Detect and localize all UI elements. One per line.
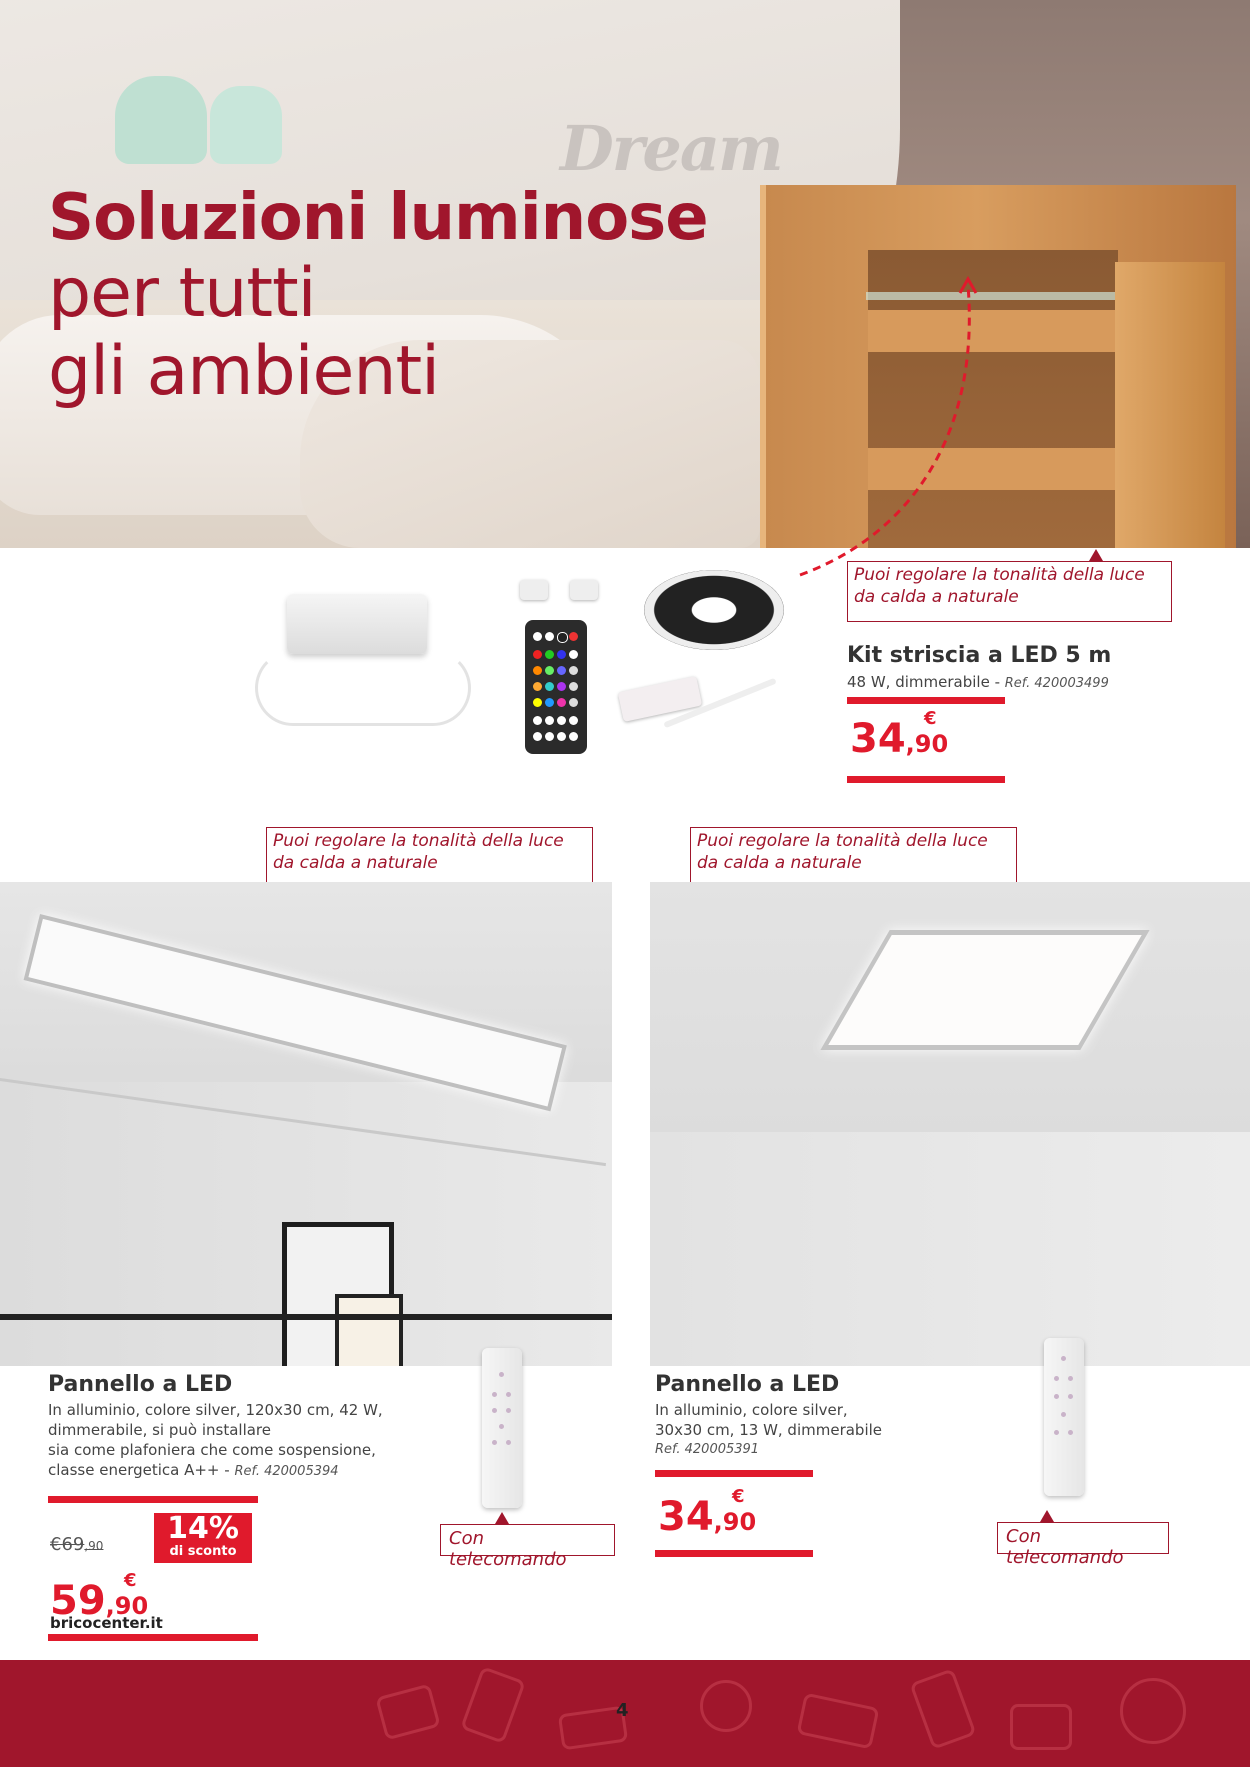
callout-line: da calda a naturale bbox=[273, 853, 438, 873]
desc-line: dimmerabile, si può installare bbox=[48, 1421, 272, 1439]
room-wall bbox=[650, 1132, 1250, 1366]
tool-pattern-icon bbox=[796, 1693, 879, 1750]
tool-pattern-icon bbox=[1120, 1678, 1186, 1744]
callout-line: da calda a naturale bbox=[854, 587, 1019, 607]
price-rule bbox=[655, 1550, 813, 1557]
panel-right-name: Pannello a LED bbox=[655, 1372, 840, 1397]
desc-line: In alluminio, colore silver, bbox=[655, 1401, 848, 1419]
kit-callout bbox=[847, 561, 1172, 622]
power-cable bbox=[255, 650, 471, 726]
title-line: per tutti bbox=[48, 254, 316, 333]
panel-left-description bbox=[48, 1400, 408, 1482]
callout-line: Puoi regolare la tonalità della luce bbox=[854, 565, 1145, 585]
desc-line: classe energetica A++ - bbox=[48, 1461, 235, 1479]
callout-line: da calda a naturale bbox=[697, 853, 862, 873]
price-rule bbox=[48, 1634, 258, 1641]
panel-right-callout bbox=[690, 827, 1017, 883]
panel-right-ref: Ref. 420005391 bbox=[655, 1442, 760, 1457]
callout-pointer bbox=[495, 1512, 509, 1524]
price-integer: 34 bbox=[658, 1494, 714, 1540]
led-strip-reel bbox=[644, 570, 784, 650]
kit-price bbox=[850, 708, 949, 762]
kit-description bbox=[847, 672, 1109, 694]
price-rule bbox=[847, 697, 1005, 704]
callout-pointer bbox=[1089, 549, 1103, 561]
dream-decor-word: Dream bbox=[560, 112, 782, 185]
discount-label: di sconto bbox=[169, 1544, 237, 1559]
panel-right-price bbox=[658, 1486, 757, 1540]
remote-label-box: Con telecomando bbox=[440, 1524, 615, 1556]
tool-pattern-icon bbox=[375, 1684, 440, 1741]
price-decimals: ,90 bbox=[105, 1592, 149, 1620]
led-transformer bbox=[287, 594, 427, 654]
currency-symbol: € bbox=[732, 1486, 745, 1507]
kit-desc-text: 48 W, dimmerabile - bbox=[847, 673, 1005, 691]
currency-symbol: € bbox=[924, 708, 937, 729]
old-price-integer: €69 bbox=[50, 1534, 85, 1555]
vase bbox=[210, 86, 282, 164]
page-title bbox=[48, 181, 708, 411]
kit-ref: Ref. 420003499 bbox=[1004, 676, 1109, 691]
panel-right-photo bbox=[650, 882, 1250, 1366]
discount-badge bbox=[154, 1513, 252, 1563]
led-panel-square bbox=[820, 930, 1149, 1050]
panel-left-ref: Ref. 420005394 bbox=[234, 1464, 339, 1479]
callout-line: Puoi regolare la tonalità della luce bbox=[697, 831, 988, 851]
price-rule bbox=[655, 1470, 813, 1477]
panel-left-name: Pannello a LED bbox=[48, 1372, 233, 1397]
desc-line: sia come plafoniera che come sospensione, bbox=[48, 1441, 376, 1459]
price-integer: 59 bbox=[50, 1578, 106, 1624]
tool-pattern-icon bbox=[1010, 1704, 1072, 1750]
footer-site: bricocenter.it bbox=[50, 1614, 163, 1632]
price-decimals: ,90 bbox=[905, 730, 949, 758]
discount-percent: 14% bbox=[167, 1511, 239, 1546]
currency-symbol: € bbox=[124, 1570, 137, 1591]
picture-frame bbox=[335, 1294, 403, 1366]
kit-name: Kit striscia a LED 5 m bbox=[847, 643, 1112, 668]
page-number: 4 bbox=[616, 1700, 629, 1721]
led-clip bbox=[520, 580, 548, 600]
panel-right-description bbox=[655, 1400, 915, 1460]
old-price-decimals: ,90 bbox=[84, 1539, 104, 1553]
callout-pointer bbox=[1040, 1510, 1054, 1522]
tool-pattern-icon bbox=[460, 1666, 526, 1744]
remote-label-box: Con telecomando bbox=[997, 1522, 1169, 1554]
vase bbox=[115, 76, 207, 164]
desc-line: 30x30 cm, 13 W, dimmerabile bbox=[655, 1421, 883, 1439]
price-rule bbox=[847, 776, 1005, 783]
remote-control bbox=[1044, 1338, 1084, 1496]
desc-line: In alluminio, colore silver, 120x30 cm, 42 W, bbox=[48, 1401, 383, 1419]
headboard-post bbox=[1115, 262, 1225, 548]
price-decimals: ,90 bbox=[713, 1508, 757, 1536]
led-clip bbox=[570, 580, 598, 600]
panel-left-photo bbox=[0, 882, 612, 1366]
price-rule bbox=[48, 1496, 258, 1503]
rgb-remote bbox=[525, 620, 587, 754]
price-integer: 34 bbox=[850, 716, 906, 762]
tool-pattern-icon bbox=[909, 1668, 976, 1750]
old-price bbox=[50, 1534, 103, 1555]
callout-line: Puoi regolare la tonalità della luce bbox=[273, 831, 564, 851]
railing bbox=[0, 1314, 612, 1320]
title-line: gli ambienti bbox=[48, 332, 440, 411]
panel-left-callout bbox=[266, 827, 593, 883]
tool-pattern-icon bbox=[700, 1680, 752, 1732]
remote-control bbox=[482, 1348, 522, 1508]
dashed-pointer-arrow bbox=[790, 275, 980, 595]
title-bold-line: Soluzioni luminose bbox=[48, 181, 708, 255]
